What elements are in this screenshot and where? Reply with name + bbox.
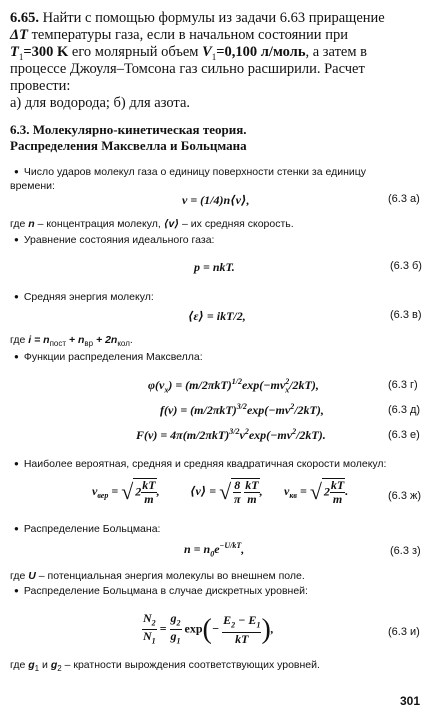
formula-part: 2 (323, 484, 330, 499)
right-paren: ) (261, 613, 271, 645)
formula-6-3d (160, 402, 324, 418)
problem-number: 6.65. (10, 10, 39, 26)
sqrt-body (322, 478, 345, 506)
formula-part: g (170, 629, 177, 644)
formula-part: E (223, 613, 232, 628)
body-text: и (39, 659, 51, 671)
denominator: m (247, 492, 257, 506)
numerator: kT (245, 478, 259, 492)
formula-part: ⟨v⟩ = (190, 483, 220, 498)
bullet-text: ● Уравнение состояния идеального газа: (14, 234, 214, 246)
numerator (142, 612, 157, 630)
subscript: 1 (151, 636, 156, 646)
bullet-text: ● Распределение Больцмана в случае дискретных уровней: (14, 585, 308, 597)
where-line (10, 570, 305, 582)
formula-part: . (345, 483, 349, 498)
v-symbol: V (202, 44, 212, 60)
sqrt-body (231, 478, 259, 506)
formula-part: N (143, 611, 152, 625)
body-text: где (10, 334, 29, 346)
subscript: x (285, 385, 290, 395)
symbol: n (28, 218, 35, 230)
bullet-text: ● Число ударов молекул газа о единицу поверхности стенки за единицу (14, 166, 366, 178)
superscript: 3/2 (236, 402, 247, 411)
formula-6-3g (148, 377, 319, 394)
subscript: 1 (211, 51, 217, 62)
formula-part: φ(v (148, 378, 165, 392)
body-text: где (10, 218, 29, 230)
formula-part: /2kT), (294, 403, 324, 417)
numerator (222, 614, 261, 632)
problem-line-1 (10, 10, 385, 27)
subscript: кол (117, 339, 130, 349)
bullet-text: ● Средняя энергия молекул: (14, 291, 154, 303)
sqrt-body (133, 478, 156, 506)
formula-v-avg (190, 478, 263, 506)
denominator: kT (235, 631, 249, 646)
superscript: 2 (285, 377, 290, 386)
formula-part: /2kT). (296, 428, 326, 442)
subscript: 2 (176, 618, 181, 628)
delta-t: ΔT (10, 27, 28, 43)
formula-part: = (296, 483, 310, 498)
body-text: – кратности вырождения соответствующих уровней. (61, 659, 320, 671)
fraction (222, 614, 261, 645)
formula-v-kv (284, 478, 348, 506)
problem-line-4: процессе Джоуля–Томсона газ сильно расширили. Расчет (10, 61, 365, 77)
formula-part: , (156, 483, 160, 498)
denominator: π (233, 492, 241, 506)
equation-number: (6.3 д) (388, 404, 421, 416)
bullet-text: ● Наиболее вероятная, средняя и средняя квадратичная скорости молекул: (14, 458, 386, 470)
formula-part: N (143, 629, 152, 644)
numerator: 8 (234, 478, 241, 492)
formula-part: exp (184, 621, 203, 636)
fraction (142, 612, 157, 648)
fraction (141, 479, 156, 506)
subscript: 1 (256, 620, 261, 630)
subscript: 1 (18, 51, 24, 62)
fraction (170, 612, 182, 648)
body-text: где (10, 659, 29, 671)
numerator: kT (142, 478, 156, 492)
subscript: вер (97, 491, 109, 501)
formula-6-3v: ⟨ε⟩ = ikT/2, (188, 309, 246, 323)
superscript: 1/2 (231, 377, 242, 386)
symbol: i = n (28, 334, 50, 346)
subscript: кв (289, 491, 297, 501)
sqrt-icon: √ (309, 479, 322, 504)
formula-v-ver (92, 478, 160, 506)
formula-part: , (270, 621, 274, 636)
formula-part: E (248, 613, 257, 628)
symbol: g (28, 659, 35, 671)
formula-6-3z (184, 541, 244, 558)
body-text: – концентрация молекул, (34, 218, 164, 230)
problem-text: Найти с помощью формулы из задачи 6.63 приращение (42, 10, 385, 26)
symbol: + n (66, 334, 85, 346)
symbol: ⟨v⟩ (163, 218, 180, 230)
equation-number: (6.3 е) (388, 429, 420, 441)
bullet-text: ● Распределение Больцмана: (14, 523, 160, 535)
section-subtitle: Распределения Максвелла и Больцмана (10, 138, 247, 153)
minus-sign: − (211, 621, 220, 636)
formula-part: exp(−mv (246, 403, 291, 417)
formula-part: g (170, 611, 177, 625)
formula-part: 2 (135, 484, 142, 499)
subscript: 1 (176, 636, 181, 646)
equals: = (159, 621, 167, 636)
formula-part: exp(−mv (248, 428, 293, 442)
temperature-value: =300 K (23, 44, 69, 60)
body-text: – потенциальная энергия молекулы во внешнем поле. (35, 570, 305, 582)
formula-part: = (108, 483, 122, 498)
equation-number: (6.3 г) (388, 379, 418, 391)
denominator: m (332, 492, 343, 506)
problem-text: , а затем в (305, 44, 368, 60)
subscript: 0 (210, 549, 215, 559)
formula-part: v (92, 483, 98, 498)
numerator: kT (330, 478, 345, 492)
equation-number: (6.3 б) (390, 260, 422, 272)
formula-part: e (214, 542, 220, 556)
denominator (142, 630, 157, 647)
volume-value: =0,100 л/моль (216, 44, 306, 60)
left-paren: ( (202, 613, 212, 645)
superscript: 3/2 (229, 427, 240, 436)
equation-number: (6.3 и) (388, 626, 420, 638)
formula-part: F(v) = 4π(m/2πkT) (136, 428, 230, 442)
body-text: . (129, 334, 133, 346)
equation-number: (6.3 ж) (388, 490, 422, 502)
superscript: 2 (290, 402, 295, 411)
formula-6-3e (136, 427, 326, 443)
t-symbol: T (10, 44, 19, 60)
subscript: x (164, 385, 169, 395)
subscript: 2 (151, 618, 156, 628)
section-title: 6.3. Молекулярно-кинетическая теория. (10, 122, 247, 137)
formula-part: f(v) = (m/2πkT) (160, 403, 237, 417)
formula-part: , (241, 542, 245, 556)
body-text: где (10, 570, 29, 582)
equation-number: (6.3 з) (390, 545, 421, 557)
formula-part: − (235, 613, 249, 628)
body-text: – их средняя скорость. (179, 218, 294, 230)
formula-6-3a: ν = (1/4)n⟨v⟩, (182, 193, 250, 207)
symbol: + 2n (93, 334, 118, 346)
formula-part: /2kT), (289, 378, 319, 392)
subscript: 2 (57, 664, 62, 674)
numerator (170, 612, 182, 630)
problem-text: температуры газа, если в начальном состоянии при (27, 27, 348, 43)
subscript: вр (84, 339, 94, 349)
formula-part: n = n (184, 542, 211, 556)
where-line (10, 218, 294, 230)
formula-part: v (284, 483, 290, 498)
bullet-text: ● Функции распределения Максвелла: (14, 351, 203, 363)
fraction (330, 479, 345, 506)
where-line (10, 334, 133, 348)
fraction (244, 479, 259, 506)
symbol: g (50, 659, 58, 671)
problem-line-2 (10, 27, 348, 44)
subscript: пост (49, 339, 67, 349)
equation-number: (6.3 а) (388, 193, 420, 205)
body-text: времени: (10, 180, 55, 192)
fraction (233, 479, 241, 506)
formula-part: exp(−mv (241, 378, 286, 392)
subscript: 1 (34, 664, 40, 674)
formula-6-3b: p = nkT. (194, 260, 235, 274)
superscript: 2 (244, 427, 249, 436)
formula-part: ) = (m/2πkT) (168, 378, 232, 392)
formula-part: , (259, 483, 263, 498)
formula-6-3i (142, 612, 274, 648)
problem-text: его молярный объем (68, 44, 203, 60)
subscript: 2 (231, 620, 236, 630)
equation-number: (6.3 в) (390, 309, 422, 321)
page-number: 301 (400, 694, 421, 708)
superscript: 2 (292, 427, 297, 436)
sqrt-icon: √ (121, 479, 134, 504)
superscript: −U/kT (219, 541, 242, 550)
sqrt-icon: √ (219, 479, 232, 504)
denominator (170, 630, 182, 647)
where-line (10, 659, 320, 673)
formula-part: v (239, 428, 245, 442)
denominator: m (144, 492, 154, 506)
symbol: U (28, 570, 36, 582)
problem-line-6: а) для водорода; б) для азота. (10, 95, 191, 111)
problem-line-5: провести: (10, 78, 71, 94)
